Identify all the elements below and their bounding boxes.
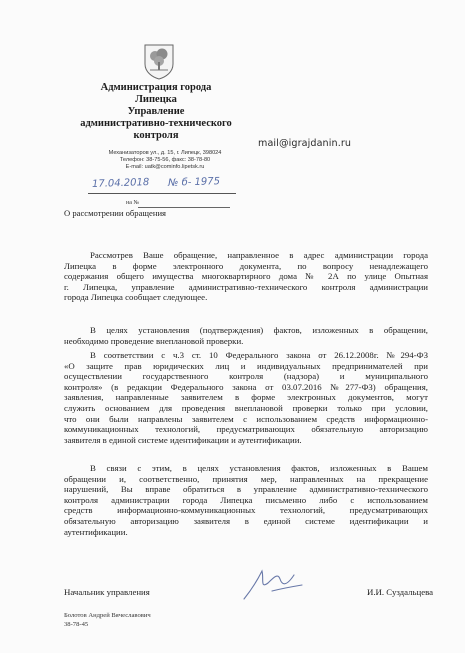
org-line: Управление	[127, 106, 185, 117]
text-line: контроля администрации города Липецка письменно либо с использованием	[64, 494, 428, 505]
signatory-position: Начальник управления	[64, 587, 150, 597]
text-line: заявителя в единой системе идентификации и аутентификации.	[64, 434, 302, 445]
registration-line	[88, 193, 236, 194]
paragraph-3	[64, 350, 428, 445]
text-line: обращении и, соответственно, принятия мер, направленных на прекращение	[64, 473, 428, 484]
reference-label: на №	[126, 200, 140, 206]
registration-date: 17.04.2018	[91, 177, 150, 190]
text-line: служить основанием для проведения внеплановой проверки только при условии,	[64, 402, 428, 413]
text-line: средств информационно-коммуникационных технологий, предусматривающих	[64, 505, 428, 516]
text-line: «О защите прав юридических лиц и индивидуальных предпринимателей при	[64, 360, 428, 371]
signatory-name: И.И. Суздальцева	[367, 587, 434, 597]
registration-number	[168, 176, 220, 189]
organization-name	[56, 82, 256, 142]
registration-number-value: б- 1975	[181, 176, 221, 189]
text-line: Рассмотрев Ваше обращение, направленное в адрес администрации города	[90, 250, 428, 260]
org-line: административно-технического	[80, 118, 232, 129]
org-line: контроля	[133, 130, 179, 141]
executor-name: Болотов Андрей Вячеславович	[64, 612, 151, 619]
text-line: необходимо проведение внеплановой проверки.	[64, 335, 244, 346]
contact-phone: Телефон: 38-75-56, факс: 38-78-80	[119, 157, 211, 164]
text-line: контроля» (в редакции Федерального закона от 03.07.2016 №277-ФЗ) обращения,	[64, 381, 428, 392]
text-line: коммуникационных технологий, предусматривающих обязательную авторизацию	[64, 424, 428, 435]
paragraph-2	[64, 325, 428, 346]
text-line: города Липецка сообщает следующее.	[64, 292, 208, 303]
text-line: г. Липецка, управление административно-технического контроля администрации	[64, 281, 428, 292]
text-line: осуществлении государственного контроля (надзора) и муниципального	[64, 371, 428, 382]
text-line: что они были направлены заявителем с использованием средств информационно-	[64, 413, 428, 424]
text-line: В соответствии с ч.3 ст. 10 Федерального закона от 26.12.2008г. №294-ФЗ	[90, 350, 428, 360]
executor-phone: 38-78-45	[64, 620, 89, 628]
contact-address: Механизаторов ул., д. 15, г. Липецк, 398024	[108, 150, 222, 156]
text-line: обязательную авторизацию заявителя в единой системе идентификации и	[64, 515, 428, 526]
text-line: Липецка в форме электронного документа, по вопросу ненадлежащего	[64, 260, 428, 271]
paragraph-4	[64, 463, 428, 537]
executor-info	[64, 612, 151, 629]
text-line: аутентификации.	[64, 526, 128, 537]
contact-email: E-mail: uatk@cominfo.lipetsk.ru	[125, 164, 205, 171]
handwritten-signature	[238, 565, 306, 603]
registration-number-prefix: №	[167, 177, 179, 189]
text-line: В связи с этим, в целях установления фактов, изложенных в Вашем	[90, 463, 428, 473]
letter-subject: О рассмотрении обращения	[64, 208, 166, 218]
city-emblem-icon	[142, 42, 176, 80]
org-line: Липецка	[135, 94, 177, 105]
recipient-email: mail@igrajdanin.ru	[258, 138, 352, 149]
text-line: нарушений, Вы вправе обратиться в управление административно-технического	[64, 484, 428, 495]
text-line: В целях установления (подтверждения) фактов, изложенных в обращении,	[90, 325, 428, 335]
org-line: Администрация города	[100, 82, 212, 93]
text-line: заявления, направленные заявителем в форме электронных документов, могут	[64, 392, 428, 403]
text-line: содержания общего имущества многоквартирного дома № 2А по улице Опытная	[64, 271, 428, 282]
org-contacts	[84, 150, 246, 172]
paragraph-1	[64, 250, 428, 303]
